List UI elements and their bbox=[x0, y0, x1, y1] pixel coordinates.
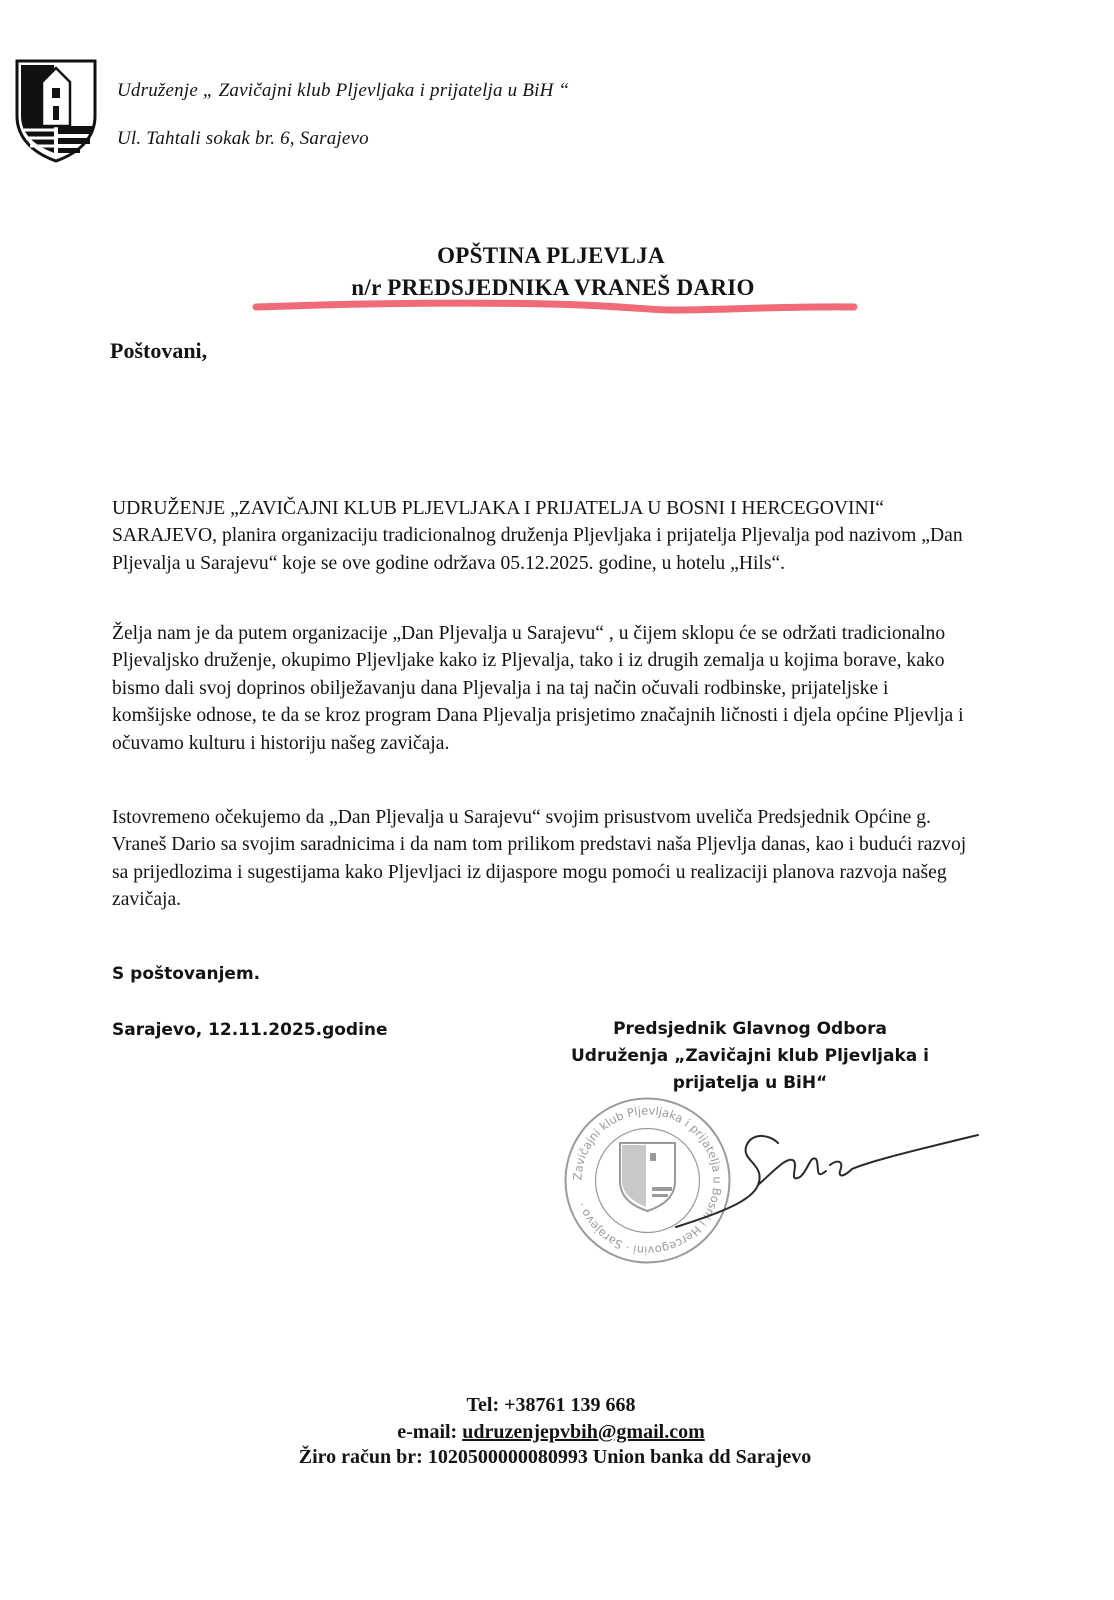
closing: S poštovanjem. bbox=[112, 964, 261, 984]
header-organization: Udruženje „ Zavičajni klub Pljevljaka i prijatelja u BiH “ bbox=[117, 80, 570, 101]
stamp-text: Zavičajni klub Pljevljaka i prijatelja u Bosni i Hercegovini · Sarajevo · bbox=[570, 1103, 725, 1258]
body-paragraph-1: UDRUŽENJE „ZAVIČAJNI KLUB PLJEVLJAKA I PRIJATELJA U BOSNI I HERCEGOVINI“ SARAJEVO, planira organizaciju tradicionalnog druženja Pljevljaka i prijatelja Pljevalja pod nazivom „Dan Pljevalja u Sarajevu“ koje se ove godine održava 05.12.2025. godine, u hotelu „Hils“. bbox=[112, 498, 963, 574]
recipient-line-2: n/r PREDSJEDNIKA VRANEŠ DARIO bbox=[351, 275, 755, 300]
body-paragraph-3: Istovremeno očekujemo da „Dan Pljevalja u Sarajevu“ svojim prisustvom uveliča Predsjednik Općine g. Vraneš Dario sa svojim saradnicima i da nam tom prilikom predstavi naša Pljevlja danas, kao i budući razvoj sa prijedlozima i sugestijama kako Pljevljaci iz dijaspore mogu pomoći u realizaciji planova razvoja našeg zavičaja. bbox=[112, 807, 967, 911]
signatory-block bbox=[560, 1016, 940, 1097]
association-logo bbox=[14, 58, 98, 164]
footer-phone: Tel: +38761 139 668 bbox=[466, 1394, 636, 1416]
signatory-title: Predsjednik Glavnog Odbora bbox=[613, 1019, 887, 1039]
signatory-org-line-2: prijatelja u BiH“ bbox=[672, 1073, 828, 1093]
signatory-org-line: Udruženja „Zavičajni klub Pljevljaka i bbox=[570, 1046, 929, 1066]
footer-bank-account: Žiro račun br: 1020500000080993 Union banka dd Sarajevo bbox=[298, 1446, 812, 1468]
footer-email-line bbox=[0, 1421, 1108, 1444]
header-address: Ul. Tahtali sokak br. 6, Sarajevo bbox=[117, 128, 369, 149]
salutation: Poštovani, bbox=[110, 338, 208, 363]
footer-email-label: e-mail: bbox=[397, 1421, 458, 1443]
handwritten-signature bbox=[670, 1125, 980, 1235]
place-and-date: Sarajevo, 12.11.2025.godine bbox=[112, 1020, 388, 1040]
highlight-underline bbox=[250, 296, 862, 328]
recipient-line-1: OPŠTINA PLJEVLJA bbox=[437, 243, 665, 268]
body-paragraph-2: Želja nam je da putem organizacije „Dan Pljevalja u Sarajevu“ , u čijem sklopu će se održati tradicionalno Pljevaljsko druženje, okupimo Pljevljake kako iz Pljevalja, tako i iz drugih zemalja u kojima borave, kako bismo dali svoj doprinos obilježavanju dana Pljevalja i na taj način očuvali rodbinske, prijateljske i komšijske odnose, te da se kroz program Dana Pljevalja prisjetimo značajnih ličnosti i djela općine Pljevlja i očuvamo kulturu i historiju našeg zavičaja. bbox=[112, 623, 964, 754]
footer-email-link[interactable]: udruzenjepvbih@gmail.com bbox=[462, 1421, 705, 1443]
